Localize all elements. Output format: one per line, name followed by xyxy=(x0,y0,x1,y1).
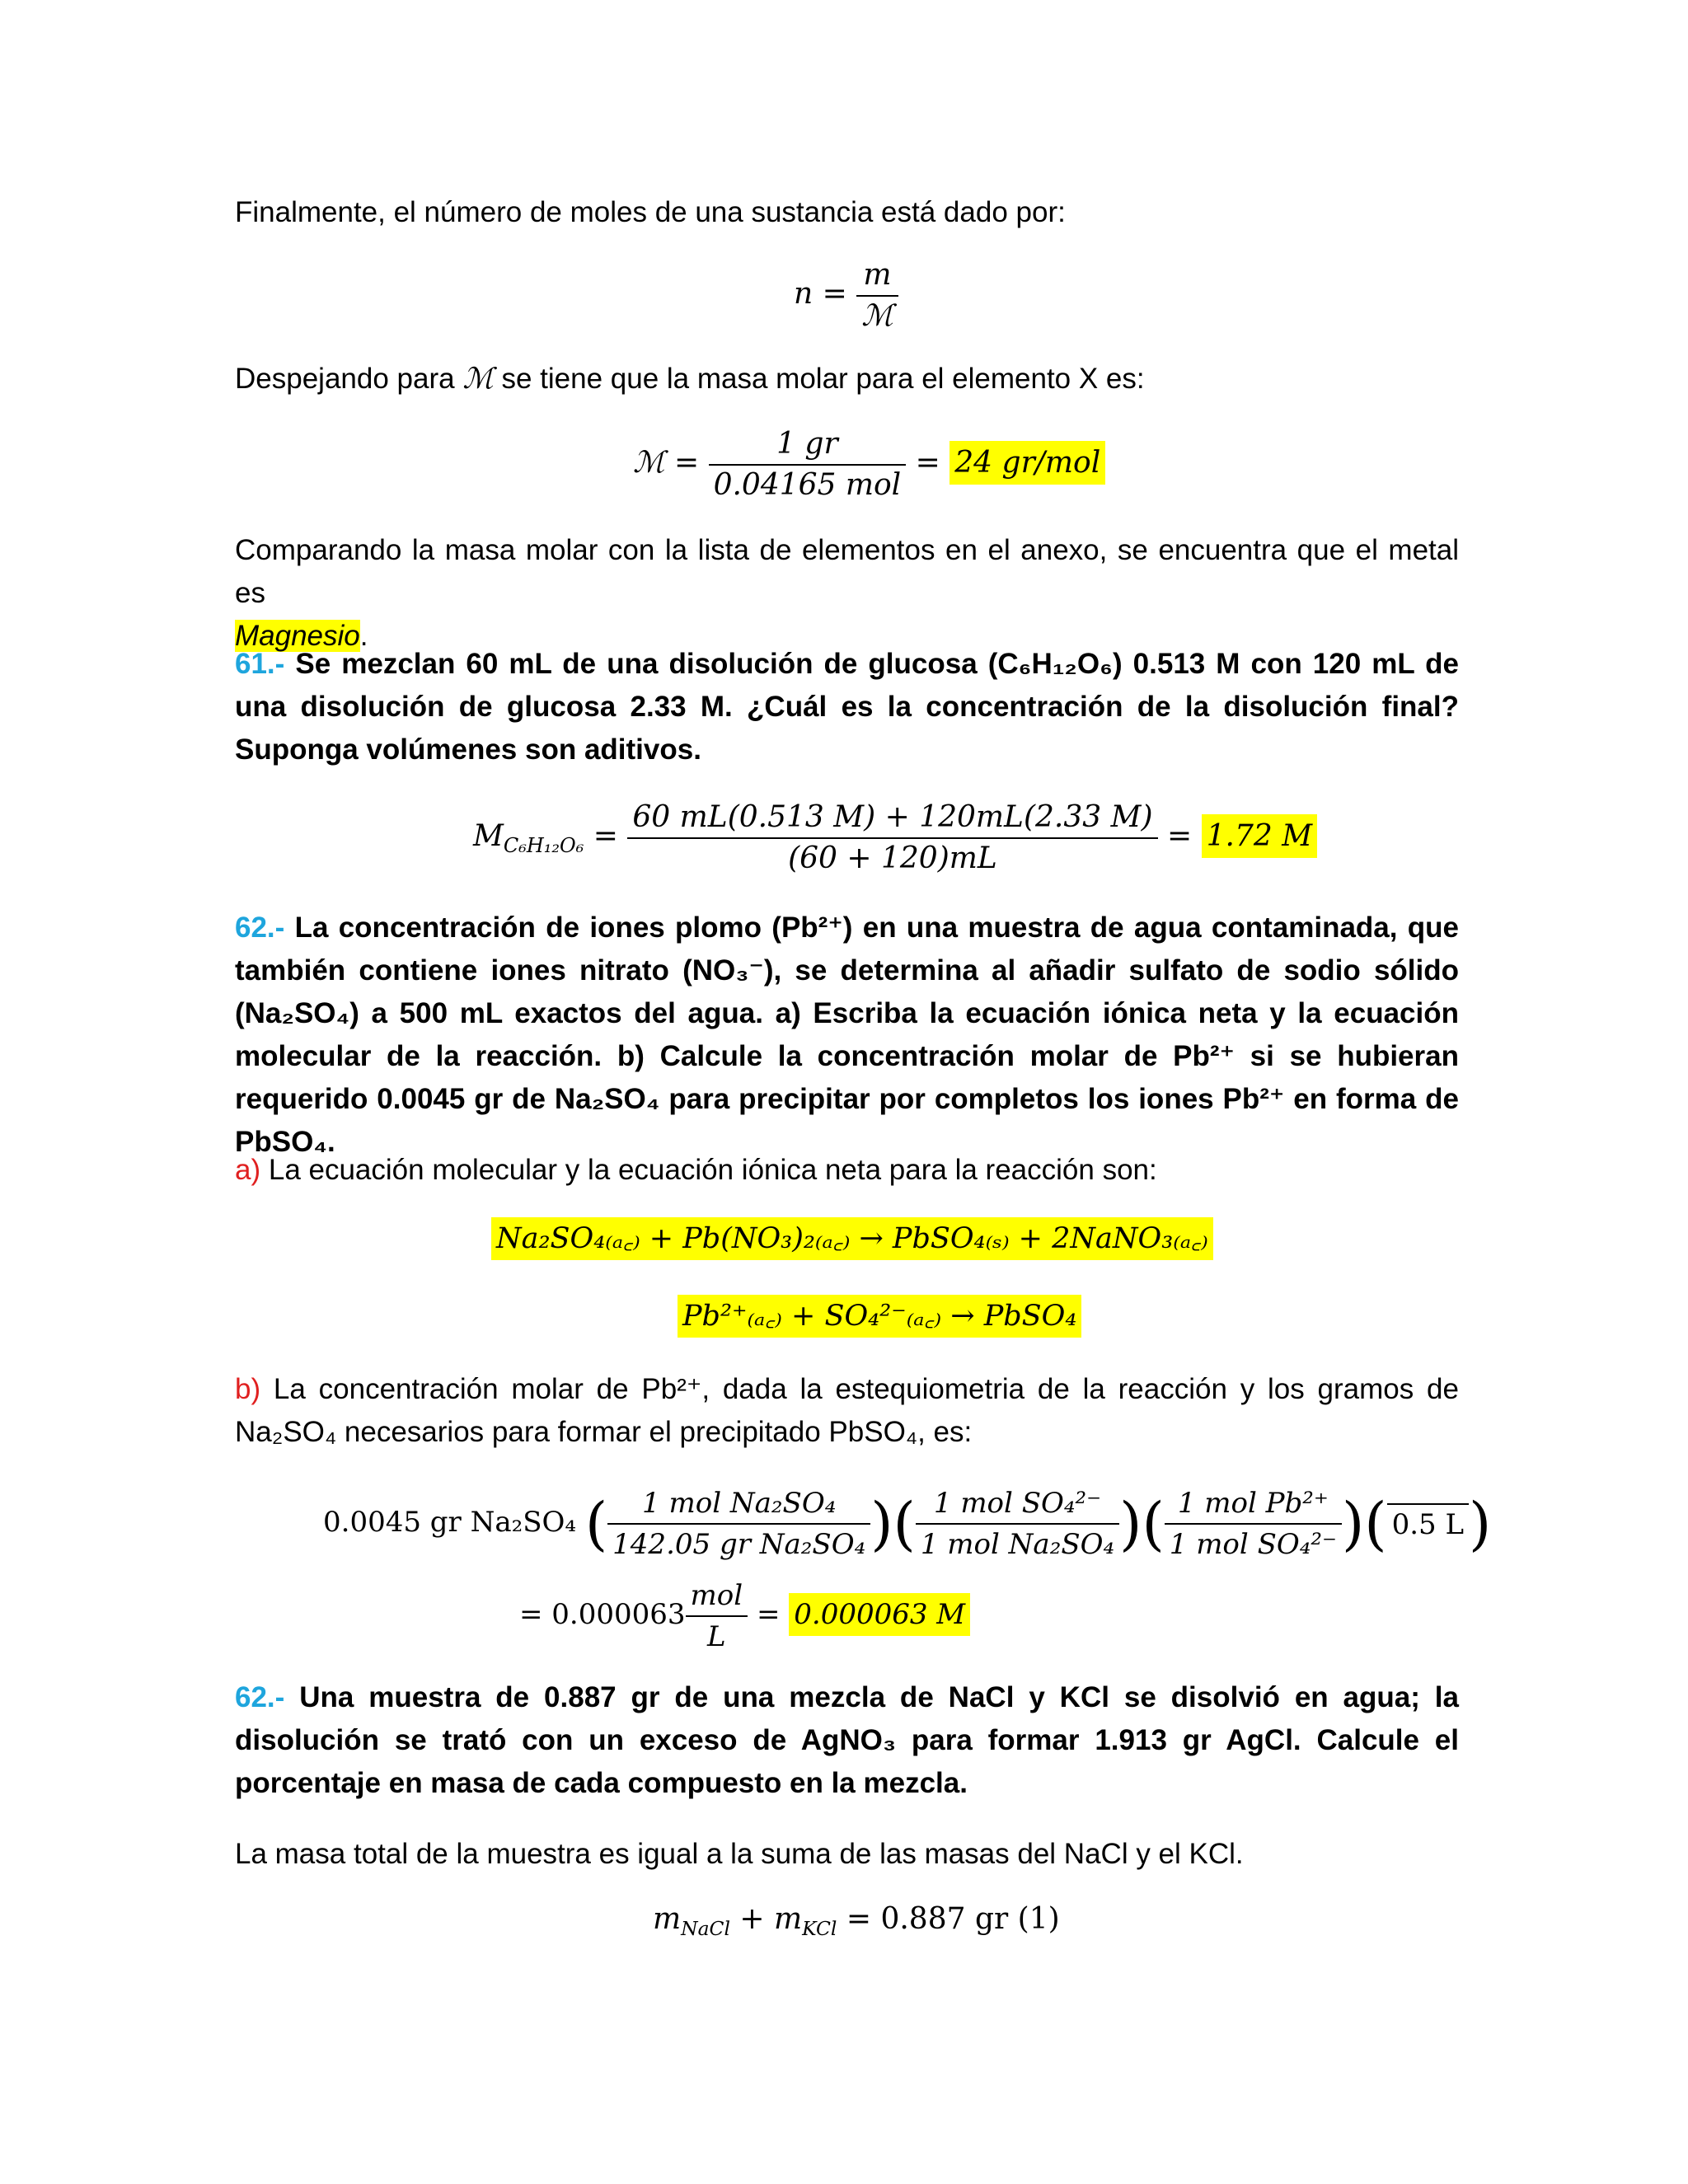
stoich-factor3-num: 1 mol Pb²⁺ xyxy=(1165,1483,1342,1525)
question-61-text: Se mezclan 60 mL de una disolución de glucosa (C₆H₁₂O₆) 0.513 M con 120 mL de una disolución de glucosa 2.33 M. ¿Cuál es la concentración de la disolución final? Suponga volúmenes son aditivos. xyxy=(235,648,1459,766)
stoich-units-num: mol xyxy=(686,1576,748,1617)
stoich-factor2-den: 1 mol Na₂SO₄ xyxy=(920,1528,1115,1561)
concentration-result: 1.72 M xyxy=(1202,814,1317,858)
moles-lhs: n = xyxy=(794,277,847,311)
net-ionic-equation-text: Pb²⁺₍ₐ꜀₎ + SO₄²⁻₍ₐ꜀₎ → PbSO₄ xyxy=(678,1295,1081,1338)
mass-nacl-symbol: m xyxy=(653,1902,682,1936)
comparison-text: Comparando la masa molar con la lista de elementos en el anexo, se encuentra que el metal es xyxy=(235,534,1459,609)
concentration-lhs: M xyxy=(473,819,504,853)
intro-paragraph: Finalmente, el número de moles de una sustancia está dado por: xyxy=(235,196,1066,228)
question-62-second xyxy=(235,1676,1459,1805)
concentration-denominator: (60 + 120)mL xyxy=(788,841,997,875)
stoich-factor1-den: 142.05 gr Na₂SO₄ xyxy=(612,1528,866,1561)
molar-mass-lhs: ℳ = xyxy=(633,446,700,480)
stoich-factor1-num: 1 mol Na₂SO₄ xyxy=(607,1483,870,1525)
mass-kcl-symbol: m xyxy=(774,1902,803,1936)
molar-mass-numerator: 1 gr xyxy=(709,424,907,466)
stoich-factor3-den: 1 mol SO₄²⁻ xyxy=(1169,1528,1337,1561)
mass-plus: + xyxy=(739,1902,765,1936)
stoich-line2-lead: = 0.000063 xyxy=(519,1598,686,1631)
concentration-lhs-subscript: C₆H₁₂O₆ xyxy=(503,834,584,858)
question-62a-number: 62.- xyxy=(235,912,285,944)
total-mass-paragraph: La masa total de la muestra es igual a la suma de las masas del NaCl y el KCl. xyxy=(235,1838,1244,1870)
stoich-units-den: L xyxy=(707,1620,726,1653)
molar-mass-equation xyxy=(633,424,1105,505)
comparison-end: . xyxy=(359,620,368,652)
stoich-lead: 0.0045 gr Na₂SO₄ xyxy=(323,1506,577,1539)
stoichiometry-equation: 0.0045 gr Na₂SO₄ ( $\frac{\text{1 mol Na₂SO₄}}{\text{142.05 gr Na₂SO₄}}$ )( $\frac{\text{1 mol SO₄²⁻}}{\text{1 mol Na₂SO₄}}$ )( $\frac{\text{1 mol Pb²⁺}}{\text{1 mol SO₄²⁻}}$ )( 0.5 L ) xyxy=(323,1483,1491,1564)
question-62b-text: Una muestra de 0.887 gr de una mezcla de NaCl y KCl se disolvió en agua; la disolución se trató con un exceso de AgNO₃ para formar 1.913 gr AgCl. Calcule el porcentaje en masa de cada compuesto en la mezcla. xyxy=(235,1681,1459,1799)
question-62b-number: 62.- xyxy=(235,1681,285,1713)
molar-mass-denominator: 0.04165 mol xyxy=(713,468,902,502)
molar-mass-intro-post: se tiene que la masa molar para el elemento X es: xyxy=(493,363,1145,395)
metal-answer: Magnesio xyxy=(235,620,360,652)
molar-mass-equals: = xyxy=(915,446,940,480)
molecular-equation-text: Na₂SO₄₍ₐ꜀₎ + Pb(NO₃)₂₍ₐ꜀₎ → PbSO₄₍ₛ₎ + 2NaNO₃₍ₐ꜀₎ xyxy=(491,1217,1213,1260)
net-ionic-equation xyxy=(678,1296,1081,1334)
mass-nacl-subscript: NaCl xyxy=(681,1917,730,1941)
part-b-paragraph xyxy=(235,1368,1459,1454)
stoich-factor2-num: 1 mol SO₄²⁻ xyxy=(916,1483,1119,1525)
stoich-factor4-den: 0.5 L xyxy=(1391,1508,1465,1541)
moles-numerator: m xyxy=(856,255,898,297)
stoichiometry-result xyxy=(519,1576,970,1657)
molar-mass-intro xyxy=(235,358,1459,401)
concentration-numerator: 60 mL(0.513 M) + 120mL(2.33 M) xyxy=(627,798,1157,839)
question-61-number: 61.- xyxy=(235,648,285,680)
question-61 xyxy=(235,643,1459,771)
molecular-equation xyxy=(491,1218,1213,1257)
part-a-paragraph xyxy=(235,1149,1459,1192)
mass-kcl-subscript: KCl xyxy=(802,1917,837,1941)
molar-mass-intro-pre: Despejando para xyxy=(235,363,463,395)
concentration-equals-2: = xyxy=(1166,819,1193,853)
moles-denominator: ℳ xyxy=(861,299,893,333)
question-62a-text: La concentración de iones plomo (Pb²⁺) en una muestra de agua contaminada, que también contiene iones nitrato (NO₃⁻), se determina al añadir sulfato de sodio sólido (Na₂SO₄) a 500 mL exactos del agua. a) Escriba la ecuación iónica neta y la ecuación molecular de la reacción. b) Calcule la concentración molar de Pb²⁺ si se hubieran requerido 0.0045 gr de Na₂SO₄ para precipitar por completos los iones Pb²⁺ en forma de PbSO₄. xyxy=(235,912,1459,1158)
part-a-text: La ecuación molecular y la ecuación iónica neta para la reacción son: xyxy=(260,1154,1157,1186)
moles-equation xyxy=(794,255,898,336)
concentration-equation xyxy=(473,798,1317,879)
part-a-label: a) xyxy=(235,1154,261,1186)
part-b-text: La concentración molar de Pb²⁺, dada la estequiometria de la reacción y los gramos de Na₂SO₄ necesarios para formar el precipitado PbSO₄, es: xyxy=(235,1373,1459,1448)
question-62-lead xyxy=(235,907,1459,1164)
stoich-equals: = xyxy=(756,1598,781,1631)
part-b-label: b) xyxy=(235,1373,261,1405)
mass-sum-rest: = 0.887 gr (1) xyxy=(846,1902,1060,1936)
stoich-final-result: 0.000063 M xyxy=(789,1593,970,1636)
mass-sum-equation xyxy=(653,1902,1060,1941)
concentration-equals: = xyxy=(593,819,618,853)
molar-mass-result: 24 gr/mol xyxy=(950,441,1105,485)
comparison-paragraph xyxy=(235,529,1459,658)
molar-mass-symbol: ℳ xyxy=(462,363,494,396)
